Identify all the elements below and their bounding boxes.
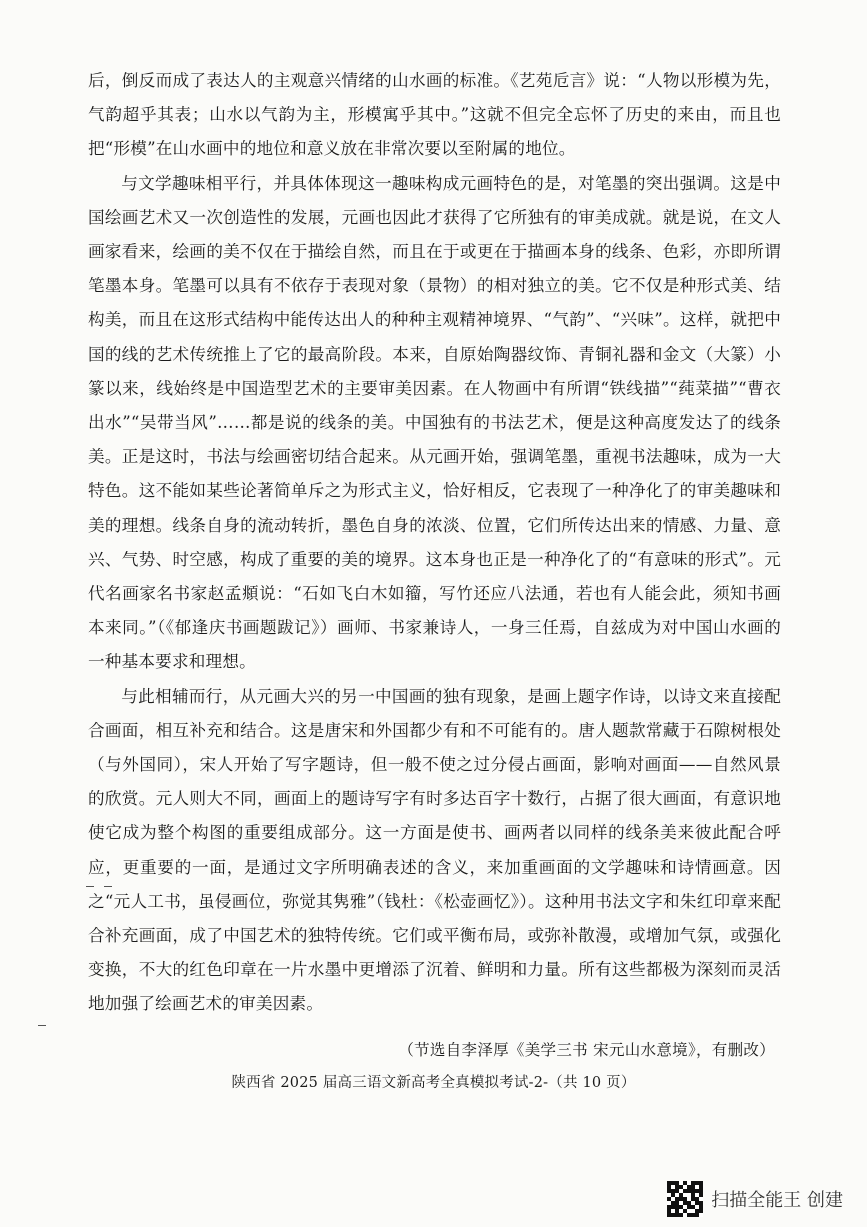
article-body (88, 64, 781, 1022)
margin-mark (86, 886, 94, 887)
margin-mark (104, 886, 112, 887)
qr-code-icon (667, 1181, 703, 1217)
watermark-label: 扫描全能王 创建 (711, 1190, 843, 1211)
scanner-watermark (667, 1181, 843, 1217)
source-citation: （节选自李泽厚《美学三书 宋元山水意境》，有删改） (398, 1041, 775, 1059)
paragraph-2: 与文学趣味相平行，并具体体现这一趣味构成元画特色的是，对笔墨的突出强调。这是中国绘画艺术又一次创造性的发展，元画也因此才获得了它所独有的审美成就。就是说，在文人画家看来，绘画的美不仅在于描绘自然，而且在于或更在于描画本身的线条、色彩，亦即所谓笔墨本身。笔墨可以具有不依存于表现对象（景物）的相对独立的美。它不仅是种形式美、结构美，而且在这形式结构中能传达出人的种种主观精神境界、“气韵”、“兴味”。这样，就把中国的线的艺术传统推上了它的最高阶段。本来，自原始陶器纹饰、青铜礼器和金文（大篆）小篆以来，线始终是中国造型艺术的主要审美因素。在人物画中有所谓“铁线描”“莼菜描”“曹衣出水”“吴带当风”……都是说的线条的美。中国独有的书法艺术，便是这种高度发达了的线条美。正是这时，书法与绘画密切结合起来。从元画开始，强调笔墨，重视书法趣味，成为一大特色。这不能如某些论著简单斥之为形式主义，恰好相反，它表现了一种净化了的审美趣味和美的理想。线条自身的流动转折，墨色自身的浓淡、位置，它们所传达出来的情感、力量、意兴、气势、时空感，构成了重要的美的境界。这本身也正是一种净化了的“有意味的形式”。元代名画家名书家赵孟頫说：“石如飞白木如籀，写竹还应八法通，若也有人能会此，须知书画本来同。”（《郁逢庆书画题跋记》）画师、书家兼诗人，一身三任焉，自兹成为对中国山水画的一种基本要求和理想。 (88, 173, 781, 672)
page-footer: 陕西省 2025 届高三语文新高考全真模拟考试-2-（共 10 页） (231, 1075, 636, 1091)
margin-mark (38, 1025, 46, 1026)
paragraph-1: 后，倒反而成了表达人的主观意兴情绪的山水画的标准。《艺苑卮言》说：“人物以形模为先，气韵超乎其表；山水以气韵为主，形模寓乎其中。”这就不但完全忘怀了历史的来由，而且也把“形模”在山水画中的地位和意义放在非常次要以至附属的地位。 (88, 71, 781, 159)
paragraph-3: 与此相辅而行，从元画大兴的另一中国画的独有现象，是画上题字作诗，以诗文来直接配合画面，相互补充和结合。这是唐宋和外国都少有和不可能有的。唐人题款常藏于石隙树根处（与外国同），宋人开始了写字题诗，但一般不使之过分侵占画面，影响对画面——自然风景的欣赏。元人则大不同，画面上的题诗写字有时多达百字十数行，占据了很大画面，有意识地使它成为整个构图的重要组成部分。这一方面是使书、画两者以同样的线条美来彼此配合呼应，更重要的一面，是通过文字所明确表述的含义，来加重画面的文学趣味和诗情画意。因之“元人工书，虽侵画位，弥觉其隽雅”（钱杜：《松壶画忆》）。这种用书法文字和朱红印章来配合补充画面，成了中国艺术的独特传统。它们或平衡布局，或弥补散漫，或增加气氛，或强化变换，不大的红色印章在一片水墨中更增添了沉着、鲜明和力量。所有这些都极为深刻而灵活地加强了绘画艺术的审美因素。 (88, 686, 781, 1014)
